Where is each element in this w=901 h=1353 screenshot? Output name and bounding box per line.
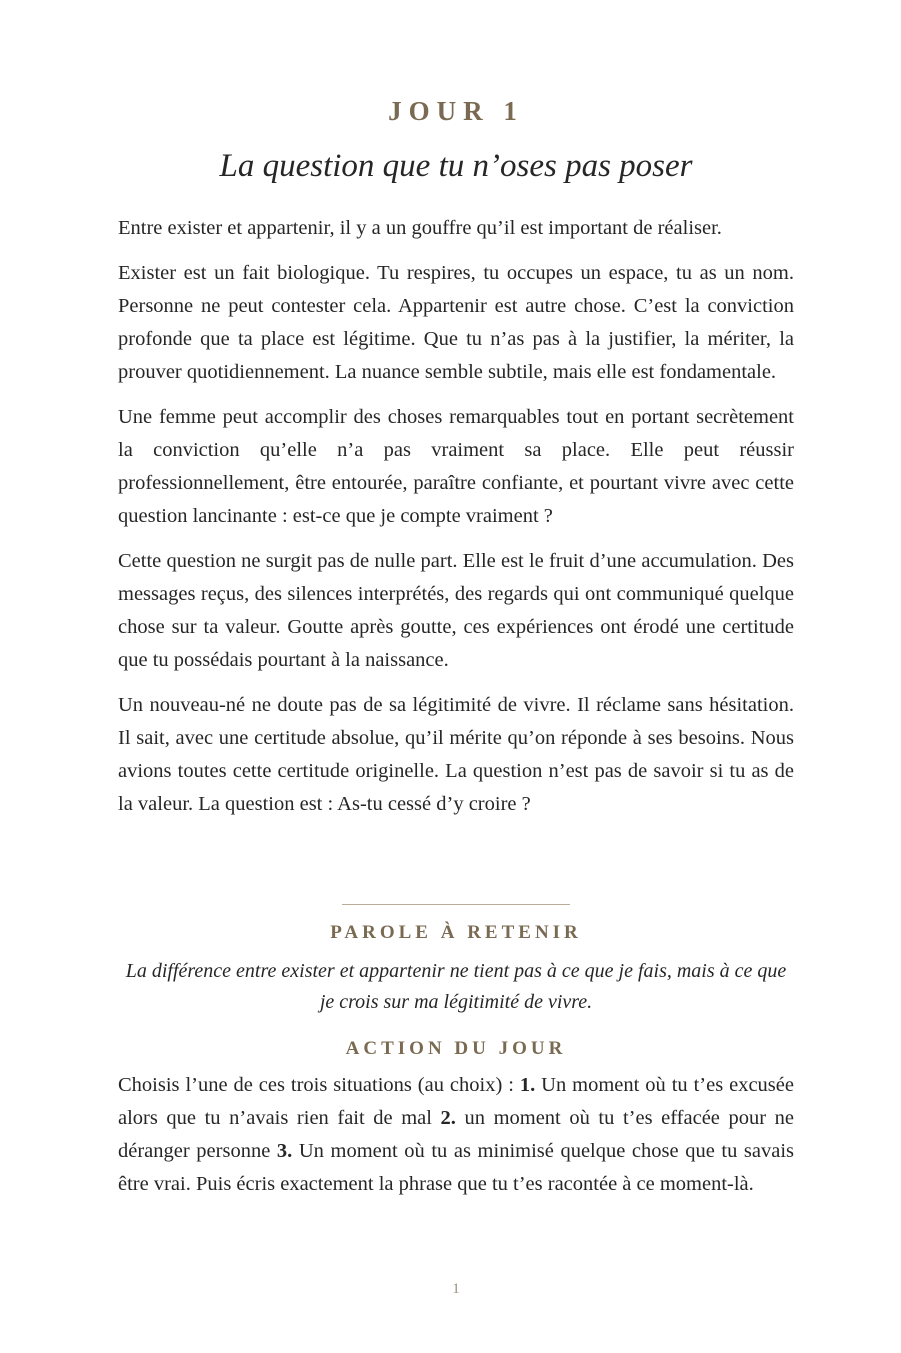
- action-number: 3.: [276, 1140, 293, 1162]
- paragraph: Un nouveau-né ne doute pas de sa légitimité de vivre. Il réclame sans hésitation. Il sait, avec une certitude absolue, qu’il mérite qu’on réponde à ses besoins. Nous avions toutes cette certitude originelle. La question n’est pas de savoir si tu as de la valeur. La question est : As-tu cessé d’y croire ?: [118, 694, 794, 815]
- body-text: [118, 212, 794, 833]
- action-number: 2.: [440, 1107, 456, 1129]
- action-label: ACTION DU JOUR: [345, 1038, 567, 1059]
- action-number: 1.: [519, 1074, 536, 1096]
- page-number: 1: [452, 1281, 460, 1297]
- day-heading: JOUR 1: [388, 96, 524, 126]
- parole-quote: La différence entre exister et appartenir ne tient pas à ce que je fais, mais à ce que je crois sur ma légitimité de vivre.: [125, 960, 787, 1013]
- action-item: Un moment où tu t’es excusée alors que tu n’avais rien fait de mal: [118, 1074, 794, 1129]
- day-title: La question que tu n’oses pas poser: [219, 148, 693, 184]
- paragraph: Entre exister et appartenir, il y a un gouffre qu’il est important de réaliser.: [118, 217, 722, 239]
- paragraph: Cette question ne surgit pas de nulle part. Elle est le fruit d’une accumulation. Des messages reçus, des silences interprétés, des regards qui ont communiqué quelque chose sur ta valeur. Goutte après goutte, ces expériences ont érodé une certitude que tu possédais pourtant à la naissance.: [118, 550, 794, 671]
- paragraph: Exister est un fait biologique. Tu respires, tu occupes un espace, tu as un nom. Personne ne peut contester cela. Appartenir est autre chose. C’est la conviction profonde que ta place est légitime. Que tu n’as pas à la justifier, la mériter, la prouver quotidiennement. La nuance semble subtile, mais elle est fondamentale.: [118, 262, 794, 383]
- action-item: un moment où tu t’es effacée pour ne déranger personne: [118, 1107, 794, 1162]
- action-text: [118, 1069, 794, 1201]
- section-divider: [342, 904, 570, 905]
- action-intro: Choisis l’une de ces trois situations (au choix) :: [118, 1074, 520, 1096]
- parole-label: PAROLE À RETENIR: [330, 922, 582, 943]
- paragraph: Une femme peut accomplir des choses remarquables tout en portant secrètement la conviction qu’elle n’a pas vraiment sa place. Elle peut réussir professionnellement, être entourée, paraître confiante, et pourtant vivre avec cette question lancinante : est-ce que je compte vraiment ?: [118, 406, 794, 527]
- action-item: Un moment où tu as minimisé quelque chose que tu savais être vrai. Puis écris exactement la phrase que tu t’es racontée à ce moment-là.: [118, 1140, 795, 1195]
